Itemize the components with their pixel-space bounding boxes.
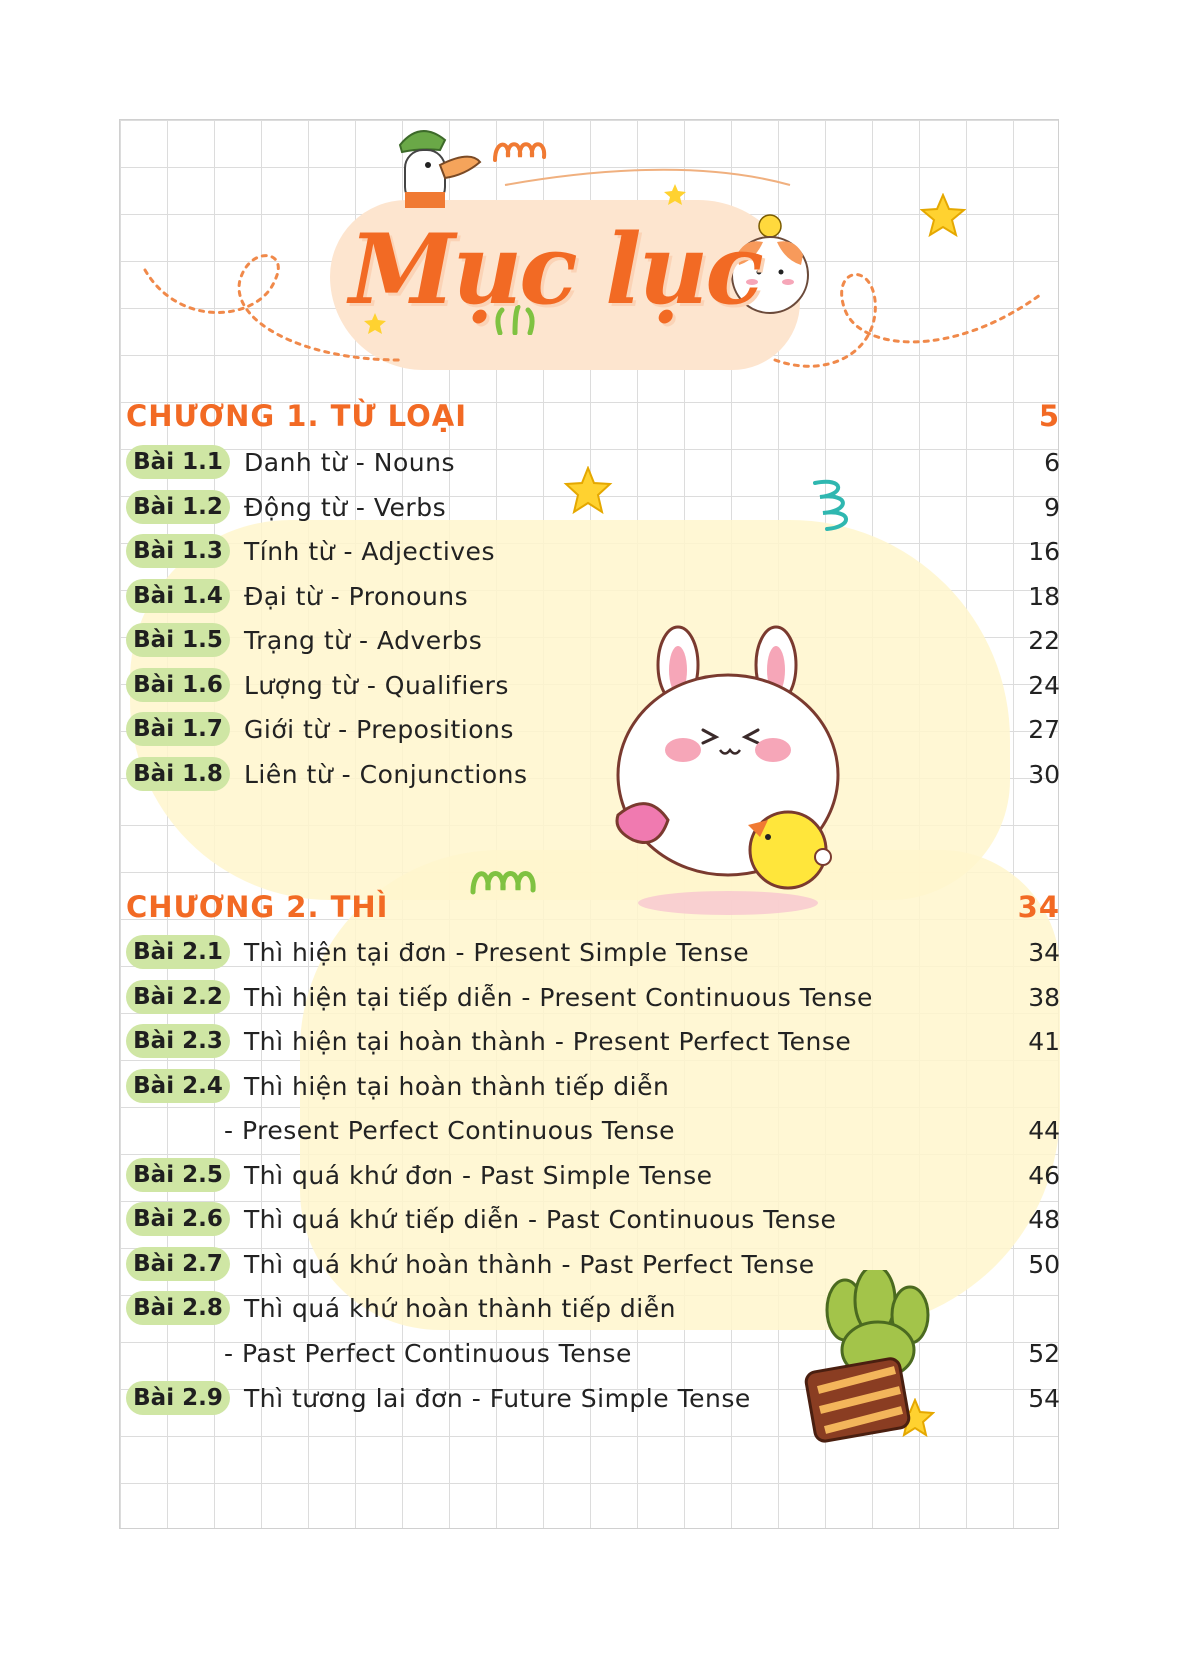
toc-row[interactable] [126,1247,1060,1289]
lesson-page-number: 18 [1028,582,1060,611]
lesson-page-number: 54 [1028,1384,1060,1413]
lesson-title: Trạng từ - Adverbs [244,626,483,655]
lesson-badge: Bài 1.8 [126,757,230,791]
star-icon [920,193,966,239]
squiggle-icon [490,135,550,165]
lesson-page-number: 41 [1028,1027,1060,1056]
lesson-page-number: 16 [1028,537,1060,566]
chapter-heading [126,886,1060,930]
lesson-badge: Bài 1.7 [126,712,230,746]
toc-row[interactable] [126,757,1060,799]
lesson-page-number: 24 [1028,671,1060,700]
toc-row[interactable] [126,579,1060,621]
lesson-page-number: 22 [1028,626,1060,655]
lesson-title: Thì tương lai đơn - Future Simple Tense [244,1384,751,1413]
lesson-title: Thì quá khứ tiếp diễn - Past Continuous Tense [244,1205,837,1234]
lesson-page-number: 48 [1028,1205,1060,1234]
toc-row[interactable] [126,1291,1060,1333]
toc-row[interactable] [126,1158,1060,1200]
toc-row[interactable] [126,712,1060,754]
highlight-blob [130,520,1010,900]
lesson-page-number: 38 [1028,983,1060,1012]
lesson-badge: Bài 1.4 [126,579,230,613]
lesson-page-number: 44 [1028,1116,1060,1145]
toc-row[interactable] [126,490,1060,532]
lesson-badge: Bài 2.8 [126,1291,230,1325]
lesson-page-number: 27 [1028,715,1060,744]
lesson-badge: Bài 2.2 [126,980,230,1014]
lesson-title: Thì hiện tại đơn - Present Simple Tense [244,938,750,967]
lesson-title: Thì hiện tại hoàn thành - Present Perfect Tense [244,1027,852,1056]
lesson-badge: Bài 1.5 [126,623,230,657]
toc-row[interactable] [126,1381,1060,1423]
lesson-badge: Bài 2.7 [126,1247,230,1281]
lesson-title-continuation: - Present Perfect Continuous Tense [224,1116,676,1145]
toc-row-continuation[interactable] [126,1113,1060,1155]
lesson-badge: Bài 2.4 [126,1069,230,1103]
toc-row[interactable] [126,1202,1060,1244]
chapter-page-number: 5 [1038,399,1060,433]
toc-row[interactable] [126,623,1060,665]
lesson-title: Đại từ - Pronouns [244,582,469,611]
toc-row[interactable] [126,445,1060,487]
chapter-heading [126,395,1060,439]
lesson-badge: Bài 2.9 [126,1381,230,1415]
chapter-title: CHƯƠNG 1. TỪ LOẠI [126,399,468,433]
lesson-title: Tính từ - Adjectives [244,537,495,566]
lesson-page-number: 6 [1044,448,1060,477]
lesson-title-continuation: - Past Perfect Continuous Tense [224,1339,632,1368]
lesson-badge: Bài 2.1 [126,935,230,969]
chapter-page-number: 34 [1017,890,1060,924]
lesson-title: Thì hiện tại hoàn thành tiếp diễn [244,1072,670,1101]
page-title: Mục lục [349,213,761,326]
lesson-badge: Bài 1.3 [126,534,230,568]
toc-row[interactable] [126,935,1060,977]
lesson-title: Động từ - Verbs [244,493,447,522]
duck-mascot-icon [390,120,490,210]
lesson-page-number: 9 [1044,493,1060,522]
lesson-title: Thì hiện tại tiếp diễn - Present Continuous Tense [244,983,873,1012]
toc-row[interactable] [126,1069,1060,1111]
lesson-page-number: 52 [1028,1339,1060,1368]
lesson-page-number: 34 [1028,938,1060,967]
lesson-page-number: 46 [1028,1161,1060,1190]
lesson-badge: Bài 2.5 [126,1158,230,1192]
chapter-title: CHƯƠNG 2. THÌ [126,890,389,924]
toc-row[interactable] [126,534,1060,576]
lesson-title: Lượng từ - Qualifiers [244,671,509,700]
lesson-title: Liên từ - Conjunctions [244,760,528,789]
lesson-page-number: 50 [1028,1250,1060,1279]
toc-row[interactable] [126,1024,1060,1066]
lesson-title: Thì quá khứ hoàn thành - Past Perfect Tense [244,1250,815,1279]
lesson-badge: Bài 2.6 [126,1202,230,1236]
lesson-badge: Bài 2.3 [126,1024,230,1058]
lesson-title: Giới từ - Prepositions [244,715,514,744]
lesson-badge: Bài 1.2 [126,490,230,524]
lesson-title: Thì quá khứ hoàn thành tiếp diễn [244,1294,676,1323]
toc-row[interactable] [126,668,1060,710]
lesson-badge: Bài 1.1 [126,445,230,479]
lesson-title: Thì quá khứ đơn - Past Simple Tense [244,1161,713,1190]
toc-row[interactable] [126,980,1060,1022]
lesson-title: Danh từ - Nouns [244,448,455,477]
lesson-page-number: 30 [1028,760,1060,789]
toc-row-continuation[interactable] [126,1336,1060,1378]
lesson-badge: Bài 1.6 [126,668,230,702]
